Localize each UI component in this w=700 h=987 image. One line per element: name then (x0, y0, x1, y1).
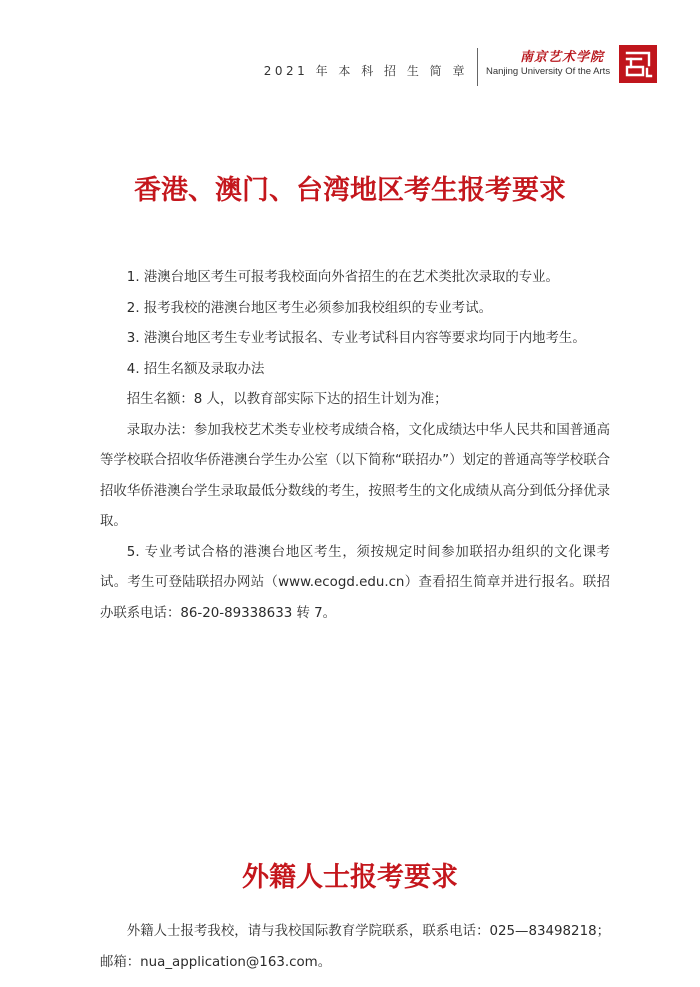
requirement-item-3: 3. 港澳台地区考生专业考试报名、专业考试科目内容等要求均同于内地考生。 (126, 331, 586, 346)
foreign-applicant-contact: 外籍人士报考我校，请与我校国际教育学院联系，联系电话：025—83498218；邮箱：nua_application@163.com。 (100, 924, 610, 970)
school-name-en: Nanjing University Of the Arts (486, 66, 611, 77)
section-title-foreign: 外籍人士报考要求 (242, 862, 458, 893)
section-body-foreign (100, 917, 610, 978)
seal-glyph-icon (619, 45, 657, 83)
header-divider (477, 48, 478, 86)
page-header (0, 40, 700, 90)
school-logo-icon (619, 45, 657, 83)
requirement-item-5: 5. 专业考试合格的港澳台地区考生，须按规定时间参加联招办组织的文化课考试。考生可登陆联招办网站（www.ecogd.edu.cn）查看招生简章并进行报名。联招办联系电话：86-20-89338633 转 7。 (100, 544, 610, 621)
section-title-hmt: 香港、澳门、台湾地区考生报考要求 (134, 175, 566, 206)
requirement-item-1: 1. 港澳台地区考生可报考我校面向外省招生的在艺术类批次录取的专业。 (126, 270, 559, 285)
admission-method-text: 录取办法：参加我校艺术类专业校考成绩合格，文化成绩达中华人民共和国普通高等学校联合招收华侨港澳台学生办公室（以下简称“联招办”）划定的普通高等学校联合招收华侨港澳台学生录取最低分数线的考生，按照考生的文化成绩从高分到低分择优录取。 (100, 422, 610, 529)
quota-text: 招生名额：8 人，以教育部实际下达的招生计划为准； (126, 392, 448, 407)
school-name-cn: 南京艺术学院 (520, 50, 605, 65)
brochure-title: 2021 年 本 科 招 生 简 章 (263, 64, 468, 78)
section-body-hmt (100, 263, 610, 629)
requirement-item-4: 4. 招生名额及录取办法 (126, 361, 265, 377)
requirement-item-2: 2. 报考我校的港澳台地区考生必须参加我校组织的专业考试。 (126, 300, 492, 316)
